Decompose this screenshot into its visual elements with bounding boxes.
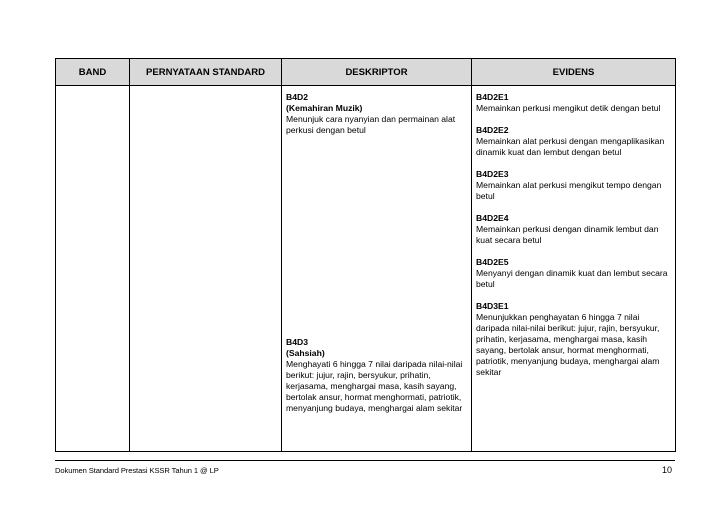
evidens-b4d3e1 bbox=[476, 301, 671, 378]
deskriptor-code: B4D3 bbox=[286, 337, 308, 347]
header-evidens: EVIDENS bbox=[472, 59, 676, 86]
evidens-code: B4D3E1 bbox=[476, 301, 509, 311]
deskriptor-domain: (Sahsiah) bbox=[286, 348, 325, 358]
evidens-cell bbox=[472, 86, 676, 452]
deskriptor-b4d2 bbox=[286, 92, 467, 136]
deskriptor-b4d3 bbox=[286, 337, 470, 414]
evidens-text: Menunjukkan penghayatan 6 hingga 7 nilai daripada nilai-nilai berikut: jujur, rajin, bersyukur, prihatin, kerjasama, menghargai masa, kasih sayang, bertolak ansur, hormat menghormati, patriotik, menyanjung budaya, menghargai alam sekitar bbox=[476, 312, 660, 377]
evidens-b4d2e2 bbox=[476, 125, 671, 158]
table-row bbox=[56, 86, 676, 452]
header-pernyataan-standard: PERNYATAAN STANDARD bbox=[130, 59, 282, 86]
deskriptor-cell bbox=[282, 86, 472, 452]
footer-divider bbox=[55, 460, 675, 461]
table-header-row bbox=[56, 59, 676, 86]
band-cell bbox=[56, 86, 130, 452]
deskriptor-code: B4D2 bbox=[286, 92, 308, 102]
evidens-code: B4D2E3 bbox=[476, 169, 509, 179]
pernyataan-standard-cell bbox=[130, 86, 282, 452]
evidens-b4d2e5 bbox=[476, 257, 671, 290]
deskriptor-text: Menghayati 6 hingga 7 nilai daripada nilai-nilai berikut: jujur, rajin, bersyukur, prihatin, kerjasama, menghargai masa, kasih sayang, bertolak ansur, hormat menghormati, patriotik, menyanjung budaya, menghargai alam sekitar bbox=[286, 359, 463, 413]
evidens-text: Memainkan alat perkusi dengan mengaplikasikan dinamik kuat dan lembut dengan betul bbox=[476, 136, 665, 157]
evidens-text: Memainkan perkusi mengikut detik dengan betul bbox=[476, 103, 661, 113]
evidens-text: Menyanyi dengan dinamik kuat dan lembut secara betul bbox=[476, 268, 668, 289]
evidens-code: B4D2E5 bbox=[476, 257, 509, 267]
evidens-code: B4D2E1 bbox=[476, 92, 509, 102]
evidens-text: Memainkan alat perkusi mengikut tempo dengan betul bbox=[476, 180, 662, 201]
evidens-code: B4D2E4 bbox=[476, 213, 509, 223]
header-deskriptor: DESKRIPTOR bbox=[282, 59, 472, 86]
evidens-b4d2e1 bbox=[476, 92, 671, 114]
evidens-b4d2e4 bbox=[476, 213, 671, 246]
footer-document-title: Dokumen Standard Prestasi KSSR Tahun 1 @ LP bbox=[55, 466, 219, 475]
evidens-text: Memainkan perkusi dengan dinamik lembut dan kuat secara betul bbox=[476, 224, 659, 245]
evidens-code: B4D2E2 bbox=[476, 125, 509, 135]
footer-page-number: 10 bbox=[661, 465, 672, 475]
header-band: BAND bbox=[56, 59, 130, 86]
deskriptor-text: Menunjuk cara nyanyian dan permainan alat perkusi dengan betul bbox=[286, 114, 456, 135]
evidens-b4d2e3 bbox=[476, 169, 671, 202]
standard-prestasi-table bbox=[55, 58, 676, 452]
deskriptor-domain: (Kemahiran Muzik) bbox=[286, 103, 363, 113]
